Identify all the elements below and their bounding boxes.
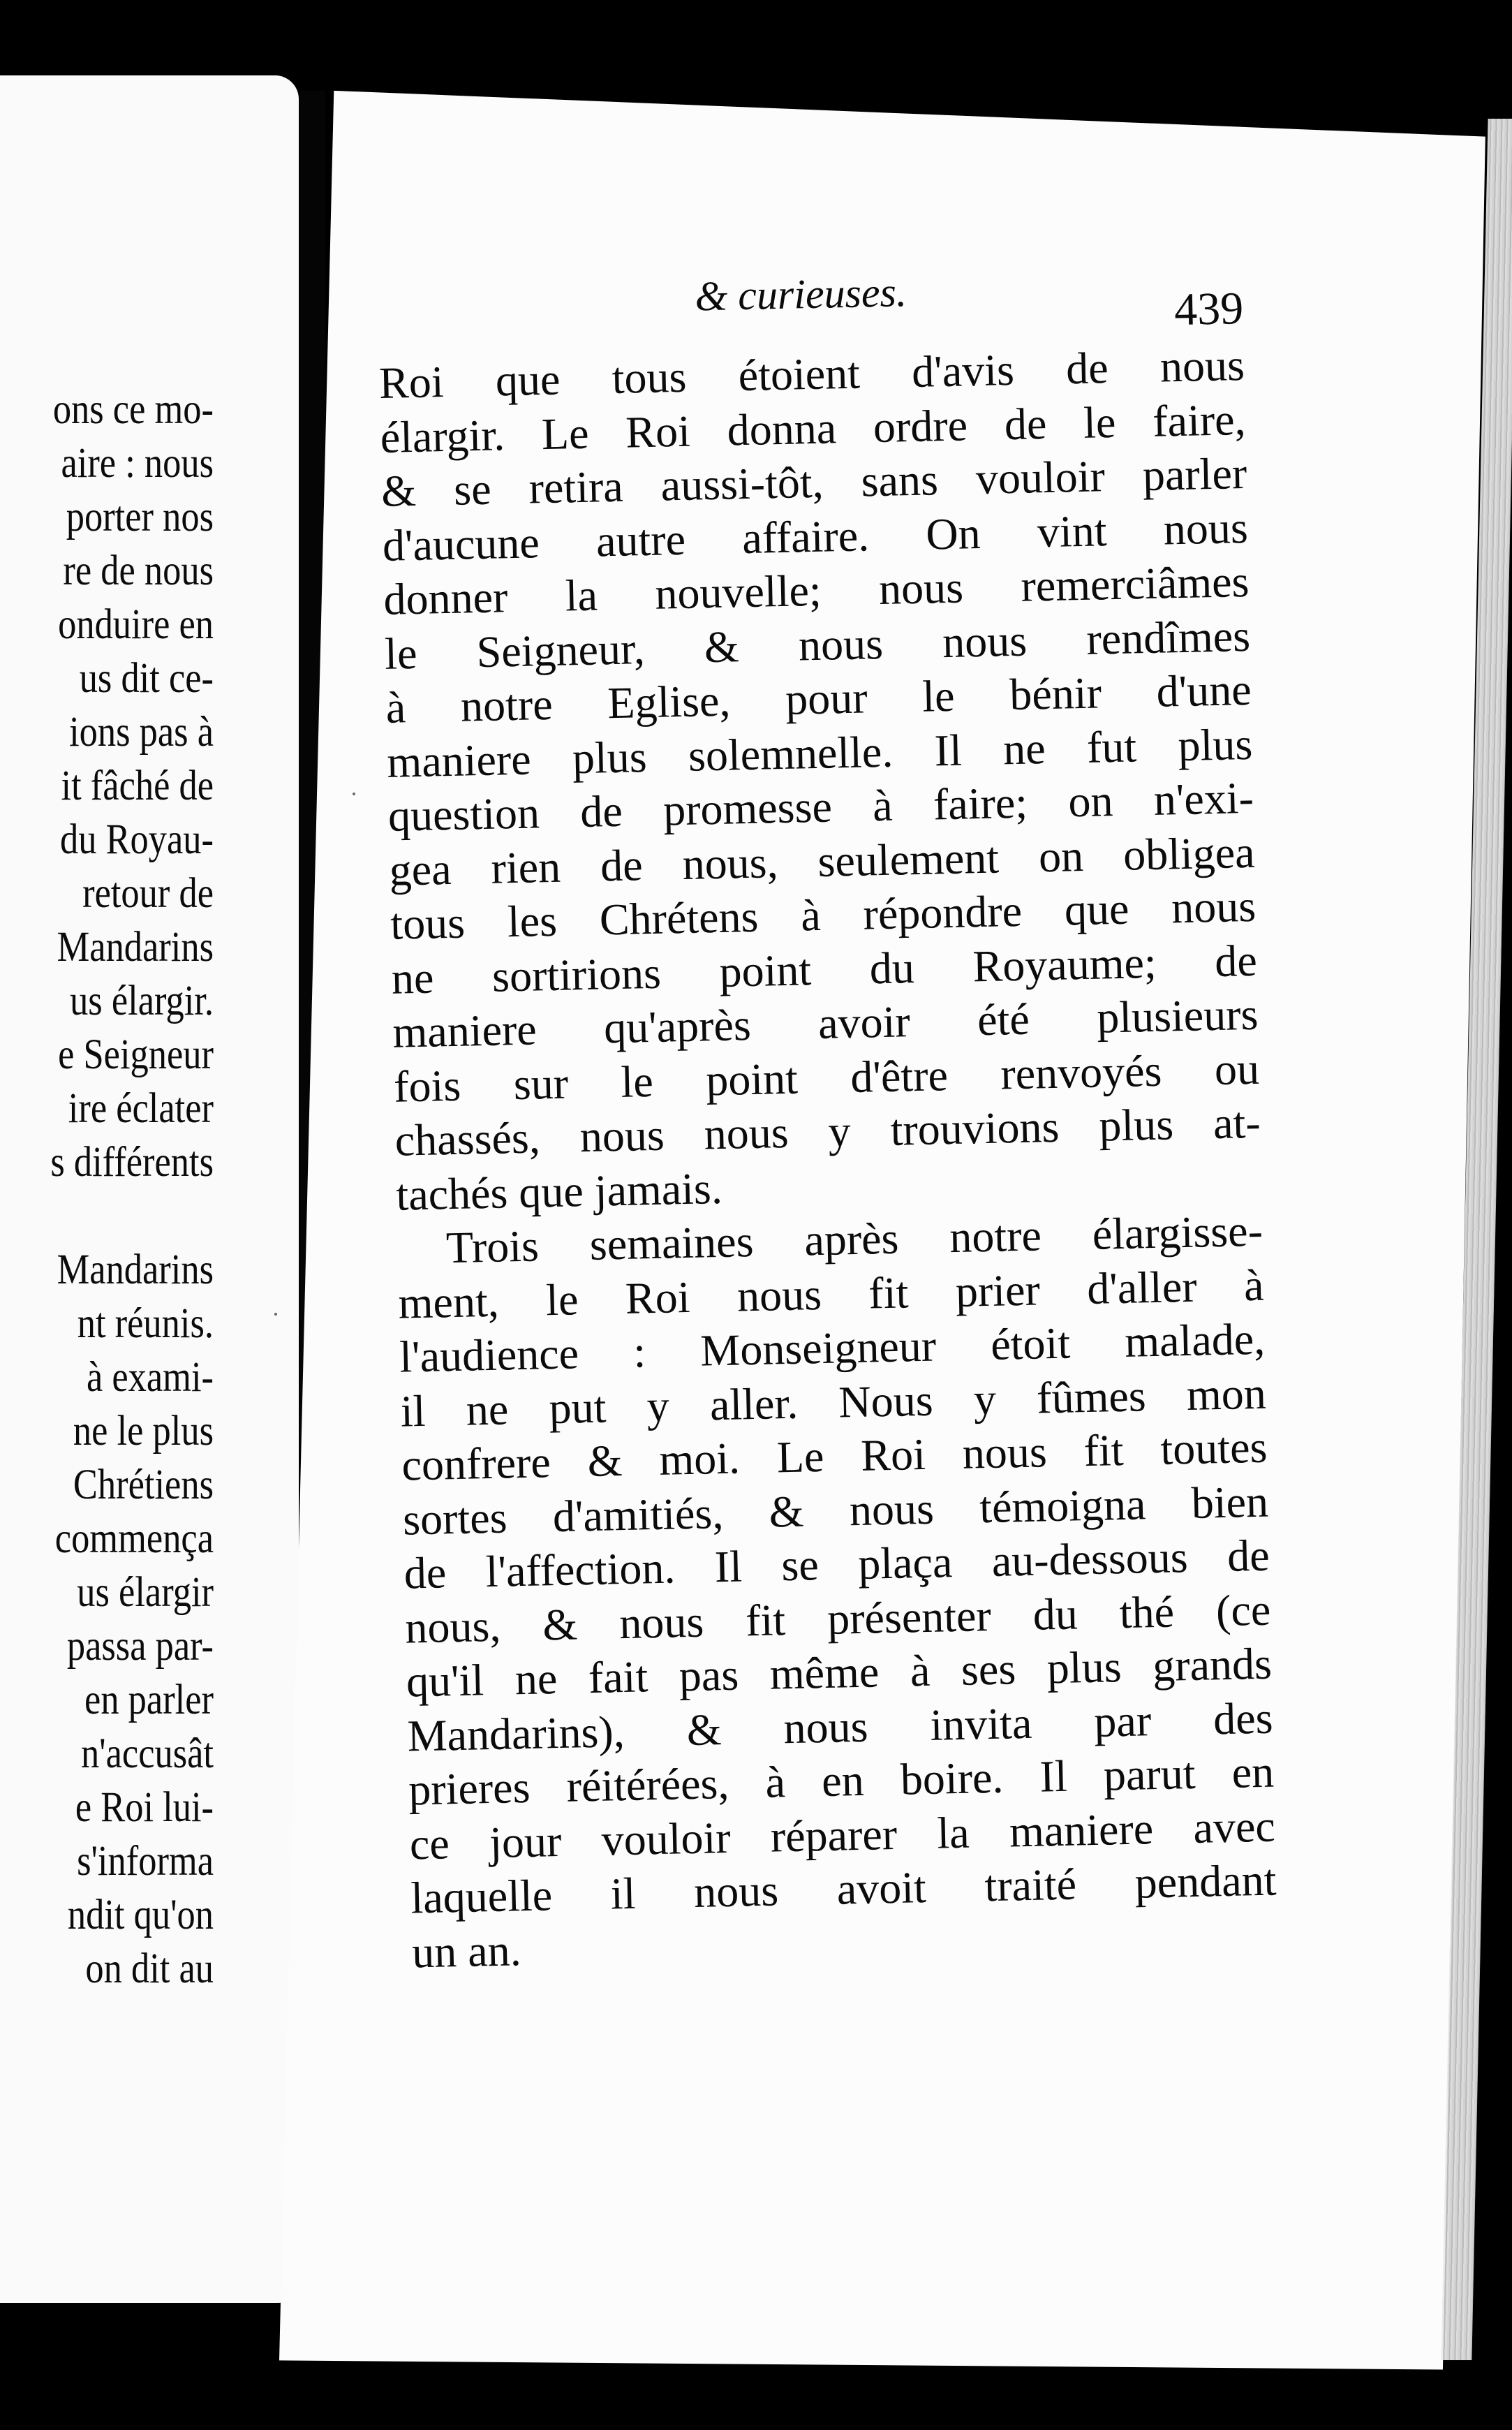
left-line: it fâché de <box>61 763 214 809</box>
paragraph-end-line: tachés que jamais. <box>395 1163 723 1220</box>
left-line: n'accusât <box>80 1730 214 1777</box>
text-line: d'aucune autre affaire. On vint nous <box>382 502 1249 570</box>
left-line: Mandarins <box>57 1246 214 1293</box>
text-line: ce jour vouloir réparer la maniere avec <box>409 1801 1276 1869</box>
left-line-blank <box>0 1189 214 1243</box>
left-page-text <box>0 383 214 1996</box>
text-line: maniere plus solemnelle. Il ne fut plus <box>386 719 1253 787</box>
left-line: us élargir <box>77 1569 214 1616</box>
text-line: l'audience : Monseigneur étoit malade, <box>399 1313 1266 1382</box>
text-line: Roi que tous étoient d'avis de nous <box>378 340 1245 408</box>
text-line: le Seigneur, & nous nous rendîmes <box>384 610 1251 679</box>
text-line: il ne put y aller. Nous y fûmes mon <box>400 1368 1267 1436</box>
left-line: du Royau- <box>59 816 214 863</box>
left-line: us dit ce- <box>79 655 214 702</box>
left-line: us élargir. <box>70 978 214 1024</box>
left-line: Mandarins <box>57 924 214 971</box>
text-line: nous, & nous fit présenter du thé (ce <box>404 1584 1271 1653</box>
left-line: on dit au <box>85 1945 214 1992</box>
text-line: sortes d'amitiés, & nous témoigna bien <box>402 1476 1269 1545</box>
text-line: de l'affection. Il se plaça au-dessous de <box>403 1530 1270 1598</box>
left-line: s différents <box>50 1139 214 1186</box>
text-line: ne sortirions point du Royaume; de <box>391 935 1258 1003</box>
page-text-block <box>377 261 1278 1979</box>
text-line: tous les Chrétens à répondre que nous <box>390 881 1257 949</box>
left-line: en parler <box>84 1677 214 1723</box>
left-line: porter nos <box>66 494 214 540</box>
text-line: gea rien de nous, seulement on obligea <box>388 827 1256 895</box>
text-line: prieres réitérées, à en boire. Il parut en <box>408 1746 1275 1815</box>
left-line: e Seigneur <box>58 1031 214 1078</box>
page-number: 439 <box>1173 283 1244 336</box>
left-line: ne le plus <box>73 1408 214 1455</box>
running-title: & curieuses. <box>694 269 907 320</box>
text-line: confrere & moi. Le Roi nous fit toutes <box>401 1422 1268 1490</box>
left-line: s'informa <box>77 1838 214 1885</box>
left-line: à exami- <box>86 1354 214 1401</box>
paragraph-start-line: Trois semaines après notre élargisse- <box>445 1205 1263 1273</box>
left-line: retour de <box>82 870 214 917</box>
left-line: Chrétiens <box>73 1461 214 1508</box>
left-line: aire : nous <box>61 440 214 487</box>
text-line: chassés, nous nous y trouvions plus at- <box>394 1097 1261 1165</box>
left-line: commença <box>54 1515 214 1562</box>
left-page-fragment <box>0 75 299 2303</box>
text-line: maniere qu'après avoir été plusieurs <box>392 989 1259 1057</box>
ink-speck <box>274 1313 277 1316</box>
left-line: ndit qu'on <box>67 1892 214 1938</box>
text-line: laquelle il nous avoit traité pendant <box>410 1855 1277 1923</box>
left-line: nt réunis. <box>77 1300 214 1347</box>
text-line: Mandarins), & nous invita par des <box>406 1693 1274 1761</box>
text-line: à notre Eglise, pour le bénir d'une <box>385 664 1252 732</box>
text-line: question de promesse à faire; on n'exi- <box>387 772 1254 841</box>
left-line: ire éclater <box>68 1085 214 1132</box>
ink-speck <box>353 793 355 795</box>
text-line: donner la nouvelle; nous remerciâmes <box>383 556 1250 624</box>
left-line: ons ce mo- <box>52 386 214 433</box>
text-line: fois sur le point d'être renvoyés ou <box>393 1043 1260 1112</box>
left-line: ions pas à <box>69 709 214 756</box>
text-line: qu'il ne fait pas même à ses plus grands <box>406 1638 1273 1707</box>
left-line: onduire en <box>58 601 214 648</box>
text-line: élargir. Le Roi donna ordre de le faire, <box>379 394 1247 462</box>
left-line: passa par- <box>66 1623 214 1670</box>
left-line: re de nous <box>63 547 214 594</box>
paragraph-end-line: un an. <box>411 1924 522 1977</box>
text-line: ment, le Roi nous fit prier d'aller à <box>397 1260 1265 1328</box>
left-line: e Roi lui- <box>75 1784 214 1831</box>
text-line: & se retira aussi-tôt, sans vouloir parler <box>380 448 1247 516</box>
